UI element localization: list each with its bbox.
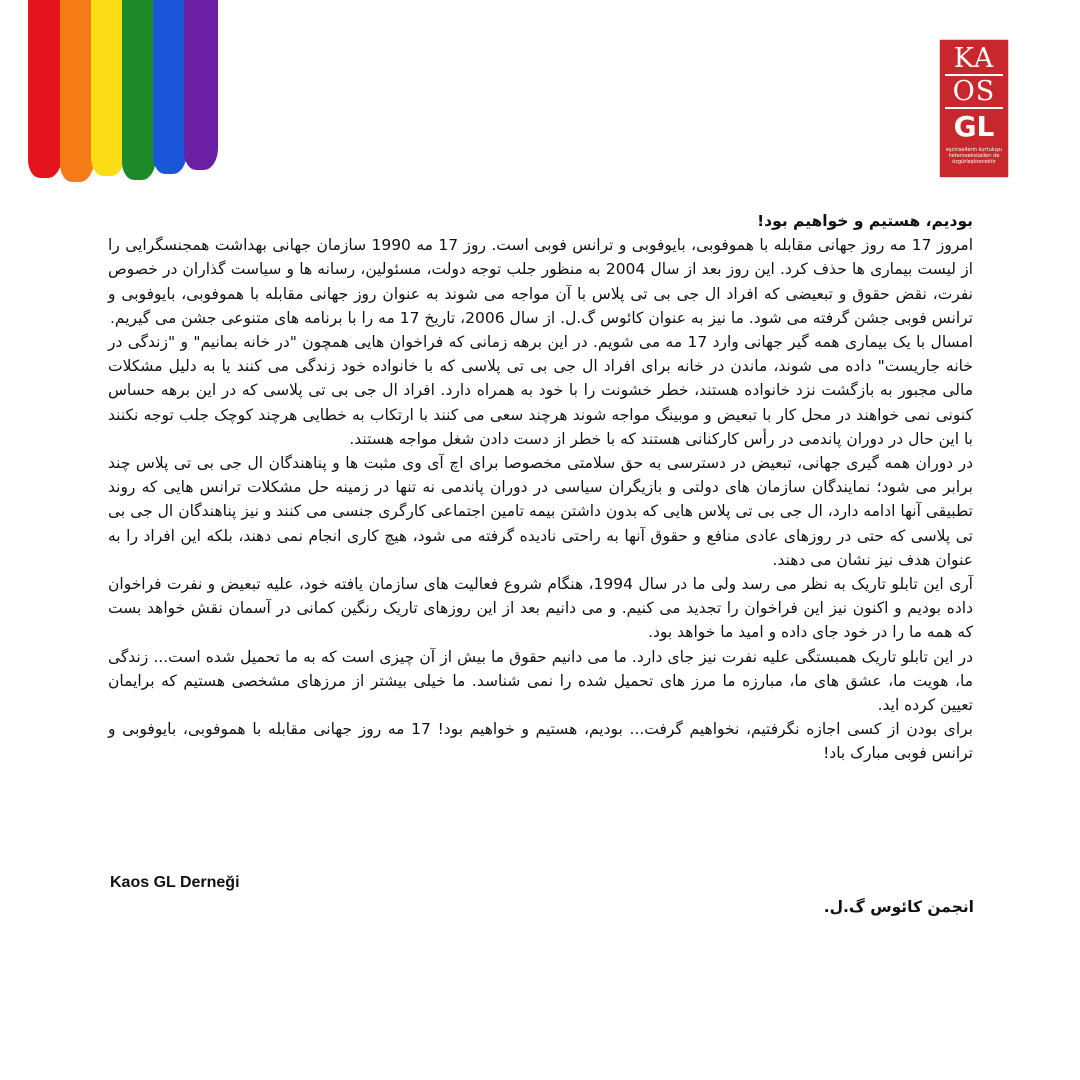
letter-title: بودیم، هستیم و خواهیم بود! <box>757 212 973 230</box>
rainbow-stripe-red <box>28 0 62 178</box>
signature-persian: انجمن کائوس گ.ل. <box>823 898 974 916</box>
letter-paragraph-1: امروز 17 مه روز جهانی مقابله با همو‌فوبی، بایوفوبی و ترانس فوبی است. روز 17 مه 1990 سازمان جهانی بهداشت همجنسگرایی را از لیست بیماری ها حذف کرد. این روز بعد از سال 2004 به منظور جلب توجه دولت، مسئولین، رسانه ها و سیاست گذاران در خصوص نفرت، نقض حقوق و تبعیضی که افراد ال جی بی تی پلاس با آن مواجه می شوند به عنوان روز جهانی مقابله با همو‌فوبی، بایوفوبی و ترانس فوبی جشن گرفته می شود. ما نیز به عنوان کائوس گ.ل. از سال 2006، تاریخ 17 مه را با برنامه های متنوعی جشن می گیریم. <box>108 236 973 327</box>
signature-english: Kaos GL Derneği <box>110 874 240 891</box>
rainbow-stripe-purple <box>184 0 218 170</box>
rainbow-stripe-green <box>122 0 156 180</box>
logo-slogan: eşcinsellerin kurtuluşu heteroseksüellerı de özgürleştirecektir <box>945 147 1003 165</box>
logo-line-1: KA <box>953 43 995 74</box>
rainbow-flag-graphic <box>28 0 223 185</box>
kaos-gl-logo <box>940 40 1008 177</box>
letter-paragraph-6: برای بودن از کسی اجازه نگرفتیم، نخواهیم گرفت... بودیم، هستیم و خواهیم بود! 17 مه روز جهانی مقابله با همو‌فوبی، بایوفوبی و ترانس فوبی مبارک باد! <box>108 720 973 763</box>
rainbow-stripe-orange <box>60 0 94 182</box>
logo-divider <box>945 107 1003 109</box>
letter-paragraph-4: آری این تابلو تاریک به نظر می رسد ولی ما در سال 1994، هنگام شروع فعالیت های سازمان یافته خود، علیه تبعیض و نفرت فراخوان داده بودیم و اکنون نیز این فراخوان را تجدید می کنیم. و می دانیم بعد از این روزهای تاریک رنگین کمانی در آسمان نقش خواهد بست که همه ما را در خود جای داده و امید ما خواهد بود. <box>108 575 973 642</box>
letter-paragraph-2: امسال با یک بیماری همه گیر جهانی وارد 17 مه می شویم. در این برهه زمانی که فراخوان هایی همچون "در خانه بمانیم" و "زندگی در خانه جاریست" داده می شوند، ماندن در خانه برای افراد ال جی بی تی پلاسی که با خانواده خود زندگی می کنند یا به دلیل مشکلات مالی مجبور به بازگشت نزد خانواده هستند، خطر خشونت را با خود به همراه دارد. افراد ال جی بی تی پلاسی که در این برهه حساس کنونی نمی خواهند در محل کار با تبعیض و موبینگ مواجه شوند هرچند سعی می کنند با ارتکاب به خطایی هرچند کوچک جلب توجه نکنند با این حال در دوران پاندمی در رأس کارکنانی هستند که با خطر از دست دادن شغل مواجه هستند. <box>108 333 973 448</box>
logo-line-3: GL <box>953 110 995 143</box>
letter-body <box>108 209 973 766</box>
rainbow-stripe-yellow <box>91 0 125 176</box>
logo-line-2: OS <box>952 76 996 107</box>
letter-paragraph-3: در دوران همه گیری جهانی، تبعیض در دسترسی به حق سلامتی مخصوصا برای اچ آی وی مثبت ها و پناهندگان ال جی بی تی پلاس چند برابر می شود؛ نمایندگان سازمان های دولتی و بازیگران سیاسی در دوران پاندمی نه تنها در زمینه حل مشکلات ترانس هایی که روند تطبیقی آنها ادامه دارد، ال جی بی تی پلاس هایی که بدون داشتن بیمه تامین اجتماعی کارگری جنسی می کنند و نیز پناهندگان ال جی بی تی پلاسی که حتی در روزهای عادی منافع و حقوق آنها به راحتی نادیده گرفته می شود، هیچ کاری انجام نمی دهند، بلکه این افراد را به عنوان هدف نیز نشان می دهند. <box>108 454 973 569</box>
rainbow-stripe-blue <box>153 0 187 174</box>
letter-paragraph-5: در این تابلو تاریک همبستگی علیه نفرت نیز جای دارد. ما می دانیم حقوق ما بیش از آن چیزی است که به ما تحمیل شده است... زندگی ما، هویت ما، عشق های ما، مبارزه ما مرز های تحمیل شده را نمی شناسد. ما خیلی بیشتر از مرزهای مشخصی هستیم که برایمان تعیین کرده اید. <box>108 647 973 715</box>
